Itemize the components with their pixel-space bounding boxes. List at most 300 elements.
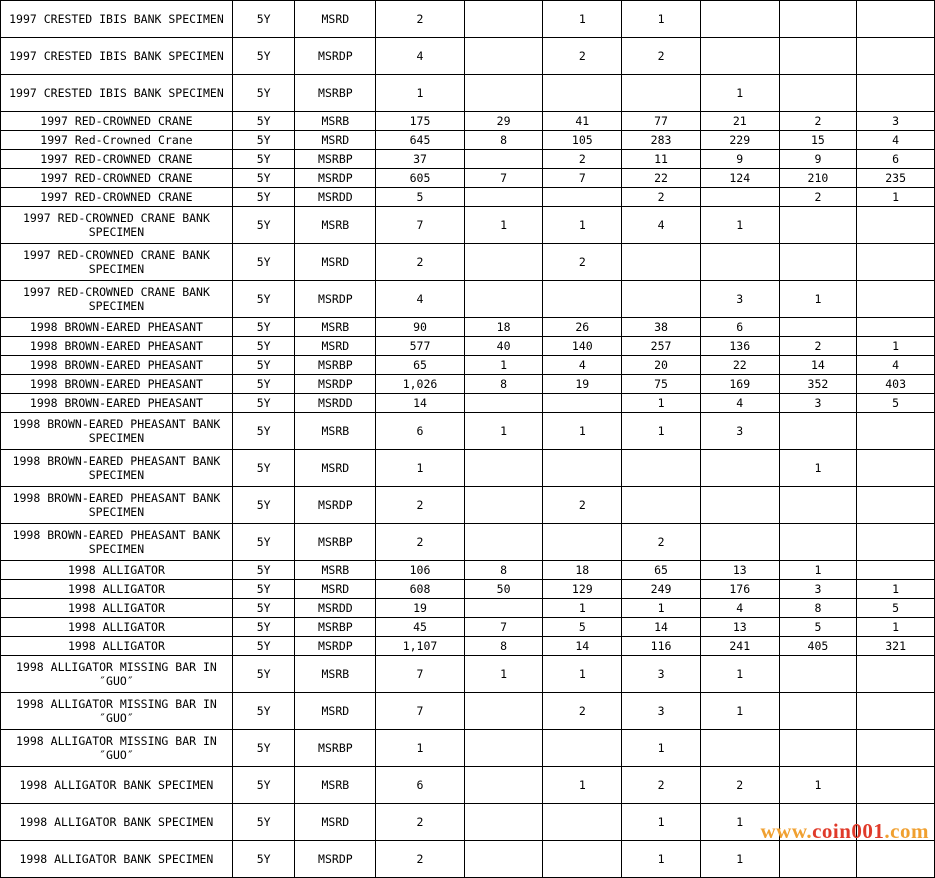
table-row: [1, 524, 935, 561]
cell-v6: [857, 767, 935, 804]
table-row: [1, 618, 935, 637]
cell-v1: [464, 75, 543, 112]
cell-issue: 1998 ALLIGATOR: [1, 599, 233, 618]
cell-v5: [779, 841, 857, 878]
cell-v4: 3: [700, 413, 779, 450]
cell-v1: [464, 524, 543, 561]
cell-v6: 321: [857, 637, 935, 656]
cell-v5: 1: [779, 561, 857, 580]
cell-v4: 124: [700, 169, 779, 188]
cell-denomination: 5Y: [232, 730, 295, 767]
table-row: [1, 337, 935, 356]
cell-v3: 1: [622, 841, 701, 878]
cell-denomination: 5Y: [232, 599, 295, 618]
cell-v4: [700, 730, 779, 767]
cell-v3: 1: [622, 394, 701, 413]
cell-v2: 1: [543, 1, 622, 38]
cell-v6: [857, 841, 935, 878]
cell-v4: 241: [700, 637, 779, 656]
cell-denomination: 5Y: [232, 394, 295, 413]
cell-v3: 116: [622, 637, 701, 656]
cell-v5: 405: [779, 637, 857, 656]
cell-v3: 4: [622, 207, 701, 244]
cell-v5: 15: [779, 131, 857, 150]
cell-v2: 1: [543, 413, 622, 450]
cell-v2: [543, 188, 622, 207]
cell-v5: 3: [779, 580, 857, 599]
cell-v4: [700, 1, 779, 38]
cell-v6: 1: [857, 188, 935, 207]
cell-v5: [779, 38, 857, 75]
cell-v4: 4: [700, 394, 779, 413]
cell-v2: 1: [543, 656, 622, 693]
cell-v2: [543, 804, 622, 841]
cell-v5: [779, 207, 857, 244]
cell-v1: [464, 599, 543, 618]
cell-v2: 2: [543, 38, 622, 75]
cell-v1: [464, 188, 543, 207]
cell-v3: [622, 487, 701, 524]
table-row: [1, 656, 935, 693]
cell-total: 1: [376, 75, 464, 112]
cell-v2: 26: [543, 318, 622, 337]
cell-v5: 2: [779, 337, 857, 356]
cell-v4: 169: [700, 375, 779, 394]
cell-v3: [622, 450, 701, 487]
cell-v4: 4: [700, 599, 779, 618]
table-row: [1, 244, 935, 281]
cell-issue: 1998 BROWN-EARED PHEASANT BANK SPECIMEN: [1, 450, 233, 487]
cell-v2: 2: [543, 487, 622, 524]
cell-v2: 2: [543, 693, 622, 730]
cell-grade: MSRB: [295, 318, 376, 337]
cell-v4: 1: [700, 656, 779, 693]
cell-grade: MSRB: [295, 561, 376, 580]
cell-v6: 4: [857, 356, 935, 375]
cell-v6: [857, 450, 935, 487]
cell-denomination: 5Y: [232, 524, 295, 561]
cell-v5: 2: [779, 188, 857, 207]
cell-v1: 8: [464, 637, 543, 656]
table-row: [1, 767, 935, 804]
cell-issue: 1998 BROWN-EARED PHEASANT: [1, 394, 233, 413]
cell-v4: 22: [700, 356, 779, 375]
cell-issue: 1997 CRESTED IBIS BANK SPECIMEN: [1, 1, 233, 38]
cell-v5: 14: [779, 356, 857, 375]
cell-v4: 1: [700, 75, 779, 112]
cell-v1: [464, 281, 543, 318]
cell-v3: 1: [622, 599, 701, 618]
cell-v6: [857, 561, 935, 580]
cell-v3: 1: [622, 1, 701, 38]
cell-issue: 1998 BROWN-EARED PHEASANT: [1, 337, 233, 356]
cell-grade: MSRD: [295, 337, 376, 356]
cell-issue: 1998 BROWN-EARED PHEASANT: [1, 356, 233, 375]
cell-grade: MSRB: [295, 112, 376, 131]
cell-v2: 7: [543, 169, 622, 188]
cell-denomination: 5Y: [232, 131, 295, 150]
cell-v4: 136: [700, 337, 779, 356]
cell-v1: [464, 841, 543, 878]
cell-total: 605: [376, 169, 464, 188]
cell-v1: 1: [464, 207, 543, 244]
cell-v6: [857, 656, 935, 693]
cell-v2: [543, 524, 622, 561]
cell-denomination: 5Y: [232, 767, 295, 804]
cell-v6: 1: [857, 618, 935, 637]
cell-v3: 3: [622, 693, 701, 730]
cell-v5: [779, 524, 857, 561]
cell-total: 65: [376, 356, 464, 375]
cell-v6: 3: [857, 112, 935, 131]
cell-v1: 29: [464, 112, 543, 131]
cell-v3: 77: [622, 112, 701, 131]
cell-issue: 1997 RED-CROWNED CRANE BANK SPECIMEN: [1, 244, 233, 281]
cell-issue: 1998 BROWN-EARED PHEASANT: [1, 318, 233, 337]
cell-denomination: 5Y: [232, 318, 295, 337]
table-row: [1, 188, 935, 207]
cell-v6: 403: [857, 375, 935, 394]
cell-v2: 5: [543, 618, 622, 637]
cell-v3: 1: [622, 413, 701, 450]
table-body: [1, 1, 935, 878]
cell-v5: [779, 487, 857, 524]
cell-v4: [700, 188, 779, 207]
cell-v4: 229: [700, 131, 779, 150]
cell-denomination: 5Y: [232, 188, 295, 207]
cell-total: 645: [376, 131, 464, 150]
cell-grade: MSRDD: [295, 599, 376, 618]
table-row: [1, 561, 935, 580]
cell-v3: 20: [622, 356, 701, 375]
table-row: [1, 599, 935, 618]
cell-v4: [700, 450, 779, 487]
cell-denomination: 5Y: [232, 207, 295, 244]
cell-v1: [464, 804, 543, 841]
table-row: [1, 1, 935, 38]
cell-v4: 1: [700, 841, 779, 878]
cell-v5: [779, 75, 857, 112]
cell-v1: [464, 244, 543, 281]
table-row: [1, 413, 935, 450]
cell-grade: MSRD: [295, 244, 376, 281]
cell-total: 608: [376, 580, 464, 599]
table-row: [1, 841, 935, 878]
cell-grade: MSRD: [295, 450, 376, 487]
cell-v3: 2: [622, 38, 701, 75]
table-row: [1, 637, 935, 656]
table-row: [1, 730, 935, 767]
cell-v2: 14: [543, 637, 622, 656]
cell-total: 7: [376, 656, 464, 693]
cell-v1: 1: [464, 656, 543, 693]
cell-v5: 9: [779, 150, 857, 169]
cell-v2: 18: [543, 561, 622, 580]
cell-v6: 235: [857, 169, 935, 188]
cell-v3: 2: [622, 188, 701, 207]
cell-issue: 1997 RED-CROWNED CRANE BANK SPECIMEN: [1, 207, 233, 244]
cell-v3: 283: [622, 131, 701, 150]
cell-issue: 1998 ALLIGATOR BANK SPECIMEN: [1, 841, 233, 878]
cell-v6: 6: [857, 150, 935, 169]
cell-v6: [857, 730, 935, 767]
cell-total: 1,107: [376, 637, 464, 656]
cell-v5: 1: [779, 767, 857, 804]
cell-v4: 2: [700, 767, 779, 804]
cell-v6: 1: [857, 580, 935, 599]
cell-v4: [700, 38, 779, 75]
cell-v1: [464, 150, 543, 169]
cell-denomination: 5Y: [232, 38, 295, 75]
table-row: [1, 207, 935, 244]
cell-issue: 1997 Red-Crowned Crane: [1, 131, 233, 150]
table-row: [1, 318, 935, 337]
cell-v4: [700, 487, 779, 524]
cell-denomination: 5Y: [232, 356, 295, 375]
cell-grade: MSRB: [295, 656, 376, 693]
cell-grade: MSRDP: [295, 487, 376, 524]
cell-v4: [700, 244, 779, 281]
cell-issue: 1998 ALLIGATOR MISSING BAR IN ″GUO″: [1, 730, 233, 767]
cell-denomination: 5Y: [232, 561, 295, 580]
cell-total: 106: [376, 561, 464, 580]
cell-v3: 257: [622, 337, 701, 356]
cell-v5: [779, 318, 857, 337]
cell-v4: 6: [700, 318, 779, 337]
cell-v2: 129: [543, 580, 622, 599]
cell-denomination: 5Y: [232, 375, 295, 394]
cell-v2: [543, 394, 622, 413]
cell-issue: 1998 BROWN-EARED PHEASANT BANK SPECIMEN: [1, 413, 233, 450]
cell-v2: 1: [543, 599, 622, 618]
cell-v1: 7: [464, 169, 543, 188]
cell-v4: 1: [700, 804, 779, 841]
cell-denomination: 5Y: [232, 112, 295, 131]
cell-v5: [779, 1, 857, 38]
cell-total: 1: [376, 730, 464, 767]
cell-denomination: 5Y: [232, 337, 295, 356]
cell-v6: [857, 487, 935, 524]
cell-total: 2: [376, 487, 464, 524]
cell-issue: 1997 CRESTED IBIS BANK SPECIMEN: [1, 75, 233, 112]
cell-denomination: 5Y: [232, 450, 295, 487]
cell-issue: 1998 BROWN-EARED PHEASANT BANK SPECIMEN: [1, 524, 233, 561]
cell-v5: 1: [779, 450, 857, 487]
cell-v5: 8: [779, 599, 857, 618]
cell-v5: 2: [779, 112, 857, 131]
cell-grade: MSRDP: [295, 281, 376, 318]
cell-v6: [857, 804, 935, 841]
cell-issue: 1998 ALLIGATOR MISSING BAR IN ″GUO″: [1, 693, 233, 730]
cell-denomination: 5Y: [232, 169, 295, 188]
cell-v1: [464, 487, 543, 524]
cell-v4: 21: [700, 112, 779, 131]
cell-v3: 2: [622, 767, 701, 804]
cell-v2: [543, 841, 622, 878]
cell-v3: 1: [622, 730, 701, 767]
cell-v2: [543, 730, 622, 767]
cell-v2: [543, 450, 622, 487]
cell-v2: 2: [543, 244, 622, 281]
watermark-name: coin001: [812, 819, 885, 843]
cell-issue: 1997 RED-CROWNED CRANE: [1, 150, 233, 169]
cell-issue: 1998 BROWN-EARED PHEASANT BANK SPECIMEN: [1, 487, 233, 524]
table-row: [1, 131, 935, 150]
cell-v1: 1: [464, 413, 543, 450]
cell-v1: [464, 38, 543, 75]
cell-v4: 3: [700, 281, 779, 318]
cell-issue: 1998 ALLIGATOR: [1, 580, 233, 599]
cell-v3: 1: [622, 804, 701, 841]
cell-total: 1,026: [376, 375, 464, 394]
cell-v6: [857, 244, 935, 281]
cell-total: 4: [376, 38, 464, 75]
cell-v5: [779, 244, 857, 281]
cell-denomination: 5Y: [232, 804, 295, 841]
cell-v2: 19: [543, 375, 622, 394]
cell-issue: 1997 RED-CROWNED CRANE: [1, 188, 233, 207]
cell-v3: 3: [622, 656, 701, 693]
cell-denomination: 5Y: [232, 580, 295, 599]
cell-v2: 4: [543, 356, 622, 375]
cell-grade: MSRBP: [295, 618, 376, 637]
cell-total: 2: [376, 244, 464, 281]
table-row: [1, 169, 935, 188]
cell-total: 45: [376, 618, 464, 637]
cell-v4: 9: [700, 150, 779, 169]
cell-grade: MSRDP: [295, 637, 376, 656]
cell-v1: 8: [464, 131, 543, 150]
cell-denomination: 5Y: [232, 150, 295, 169]
cell-grade: MSRBP: [295, 730, 376, 767]
cell-v6: 5: [857, 599, 935, 618]
cell-v1: 7: [464, 618, 543, 637]
cell-v1: 40: [464, 337, 543, 356]
cell-grade: MSRDD: [295, 188, 376, 207]
cell-denomination: 5Y: [232, 841, 295, 878]
cell-grade: MSRB: [295, 413, 376, 450]
table-row: [1, 375, 935, 394]
cell-grade: MSRDP: [295, 375, 376, 394]
cell-v4: 13: [700, 561, 779, 580]
cell-v2: 41: [543, 112, 622, 131]
cell-v2: 1: [543, 207, 622, 244]
cell-total: 2: [376, 524, 464, 561]
cell-v6: [857, 413, 935, 450]
cell-v4: 1: [700, 693, 779, 730]
cell-v4: 176: [700, 580, 779, 599]
cell-v2: 105: [543, 131, 622, 150]
cell-v2: [543, 281, 622, 318]
cell-denomination: 5Y: [232, 618, 295, 637]
cell-v3: [622, 75, 701, 112]
cell-v6: 1: [857, 337, 935, 356]
cell-v1: 50: [464, 580, 543, 599]
cell-v2: 140: [543, 337, 622, 356]
cell-v5: 1: [779, 281, 857, 318]
cell-v6: [857, 524, 935, 561]
cell-v3: 14: [622, 618, 701, 637]
cell-total: 6: [376, 767, 464, 804]
cell-v5: 352: [779, 375, 857, 394]
cell-v3: 11: [622, 150, 701, 169]
cell-v6: 5: [857, 394, 935, 413]
cell-issue: 1998 ALLIGATOR BANK SPECIMEN: [1, 767, 233, 804]
table-row: [1, 356, 935, 375]
table-row: [1, 487, 935, 524]
cell-v3: 22: [622, 169, 701, 188]
cell-v6: [857, 693, 935, 730]
cell-grade: MSRDP: [295, 841, 376, 878]
watermark-suffix: .com: [884, 819, 929, 843]
cell-grade: MSRD: [295, 580, 376, 599]
cell-grade: MSRD: [295, 1, 376, 38]
cell-total: 2: [376, 804, 464, 841]
cell-issue: 1997 RED-CROWNED CRANE: [1, 112, 233, 131]
cell-v1: 1: [464, 356, 543, 375]
cell-grade: MSRBP: [295, 356, 376, 375]
table-row: [1, 112, 935, 131]
cell-total: 2: [376, 1, 464, 38]
cell-denomination: 5Y: [232, 637, 295, 656]
cell-v3: 2: [622, 524, 701, 561]
cell-v5: [779, 804, 857, 841]
cell-total: 90: [376, 318, 464, 337]
cell-issue: 1997 RED-CROWNED CRANE BANK SPECIMEN: [1, 281, 233, 318]
cell-v1: [464, 730, 543, 767]
table-row: [1, 281, 935, 318]
cell-v6: [857, 318, 935, 337]
cell-denomination: 5Y: [232, 656, 295, 693]
cell-v2: 1: [543, 767, 622, 804]
cell-v1: 8: [464, 375, 543, 394]
cell-total: 6: [376, 413, 464, 450]
cell-grade: MSRDP: [295, 38, 376, 75]
cell-v1: 8: [464, 561, 543, 580]
cell-grade: MSRD: [295, 693, 376, 730]
cell-issue: 1998 ALLIGATOR: [1, 637, 233, 656]
cell-v1: 18: [464, 318, 543, 337]
cell-total: 4: [376, 281, 464, 318]
cell-v3: 249: [622, 580, 701, 599]
cell-v4: [700, 524, 779, 561]
cell-grade: MSRB: [295, 207, 376, 244]
cell-total: 1: [376, 450, 464, 487]
cell-grade: MSRB: [295, 767, 376, 804]
cell-v5: 3: [779, 394, 857, 413]
cell-issue: 1998 ALLIGATOR: [1, 561, 233, 580]
cell-v3: 65: [622, 561, 701, 580]
cell-v6: [857, 281, 935, 318]
cell-v2: [543, 75, 622, 112]
cell-v3: 75: [622, 375, 701, 394]
cell-v5: [779, 730, 857, 767]
cell-v3: [622, 244, 701, 281]
cell-grade: MSRD: [295, 131, 376, 150]
cell-denomination: 5Y: [232, 413, 295, 450]
cell-issue: 1997 RED-CROWNED CRANE: [1, 169, 233, 188]
table-row: [1, 394, 935, 413]
table-row: [1, 580, 935, 599]
cell-grade: MSRBP: [295, 75, 376, 112]
cell-v6: [857, 75, 935, 112]
cell-total: 19: [376, 599, 464, 618]
table-row: [1, 38, 935, 75]
cell-total: 7: [376, 207, 464, 244]
cell-v4: 1: [700, 207, 779, 244]
cell-denomination: 5Y: [232, 75, 295, 112]
cell-issue: 1998 ALLIGATOR MISSING BAR IN ″GUO″: [1, 656, 233, 693]
